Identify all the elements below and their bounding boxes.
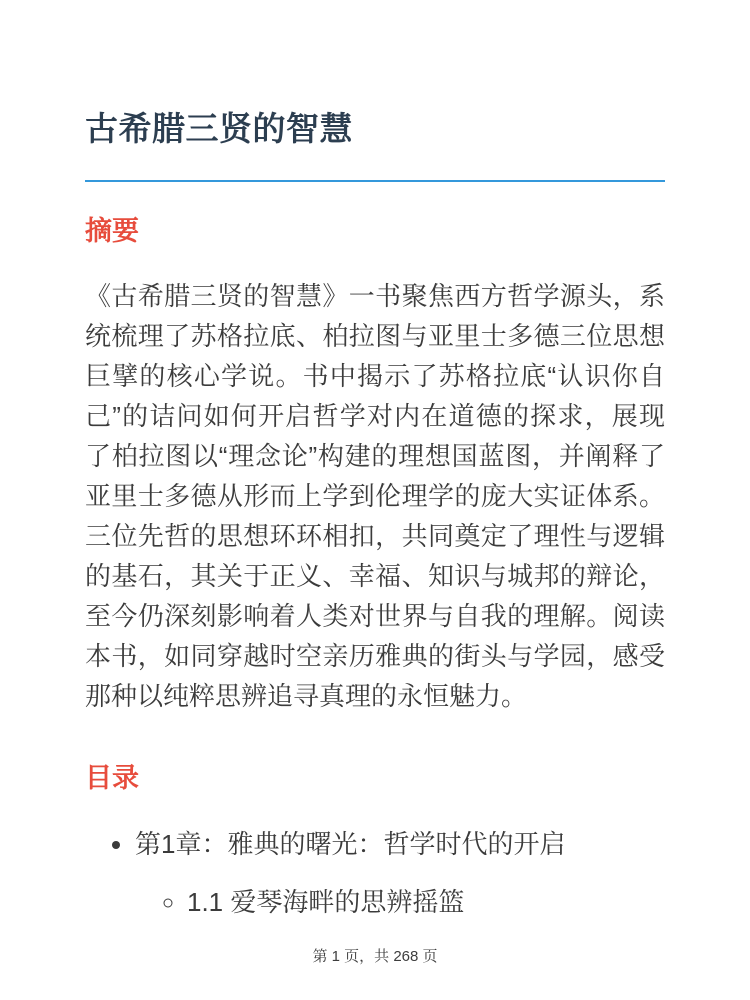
toc-list: [85, 824, 665, 922]
toc-item-section-1-1: [187, 882, 665, 922]
toc-heading: 目录: [85, 763, 139, 793]
page-number-indicator: 第 1 页，共 268 页: [312, 948, 438, 965]
toc-item-label: 第1章：雅典的曙光：哲学时代的开启: [135, 828, 566, 859]
document-title: 古希腊三贤的智慧: [85, 110, 353, 147]
abstract-heading: 摘要: [85, 216, 139, 247]
toc-sublist: [135, 882, 665, 922]
abstract-paragraph: 《古希腊三贤的智慧》一书聚焦西方哲学源头，系统梳理了苏格拉底、柏拉图与亚里士多德三位思想巨擘的核心学说。书中揭示了苏格拉底“认识你自己”的诘问如何开启哲学对内在道德的探求，展现了柏拉图以“理念论”构建的理想国蓝图，并阐释了亚里士多德从形而上学到伦理学的庞大实证体系。三位先哲的思想环环相扣，共同奠定了理性与逻辑的基石，其关于正义、幸福、知识与城邦的辩论，至今仍深刻影响着人类对世界与自我的理解。阅读本书，如同穿越时空亲历雅典的街头与学园，感受那种以纯粹思辨追寻真理的永恒魅力。: [85, 281, 665, 711]
toc-item-chapter-1: [135, 824, 665, 922]
title-divider: [85, 180, 665, 182]
toc-item-label: 1.1 爱琴海畔的思辨摇篮: [187, 886, 465, 917]
